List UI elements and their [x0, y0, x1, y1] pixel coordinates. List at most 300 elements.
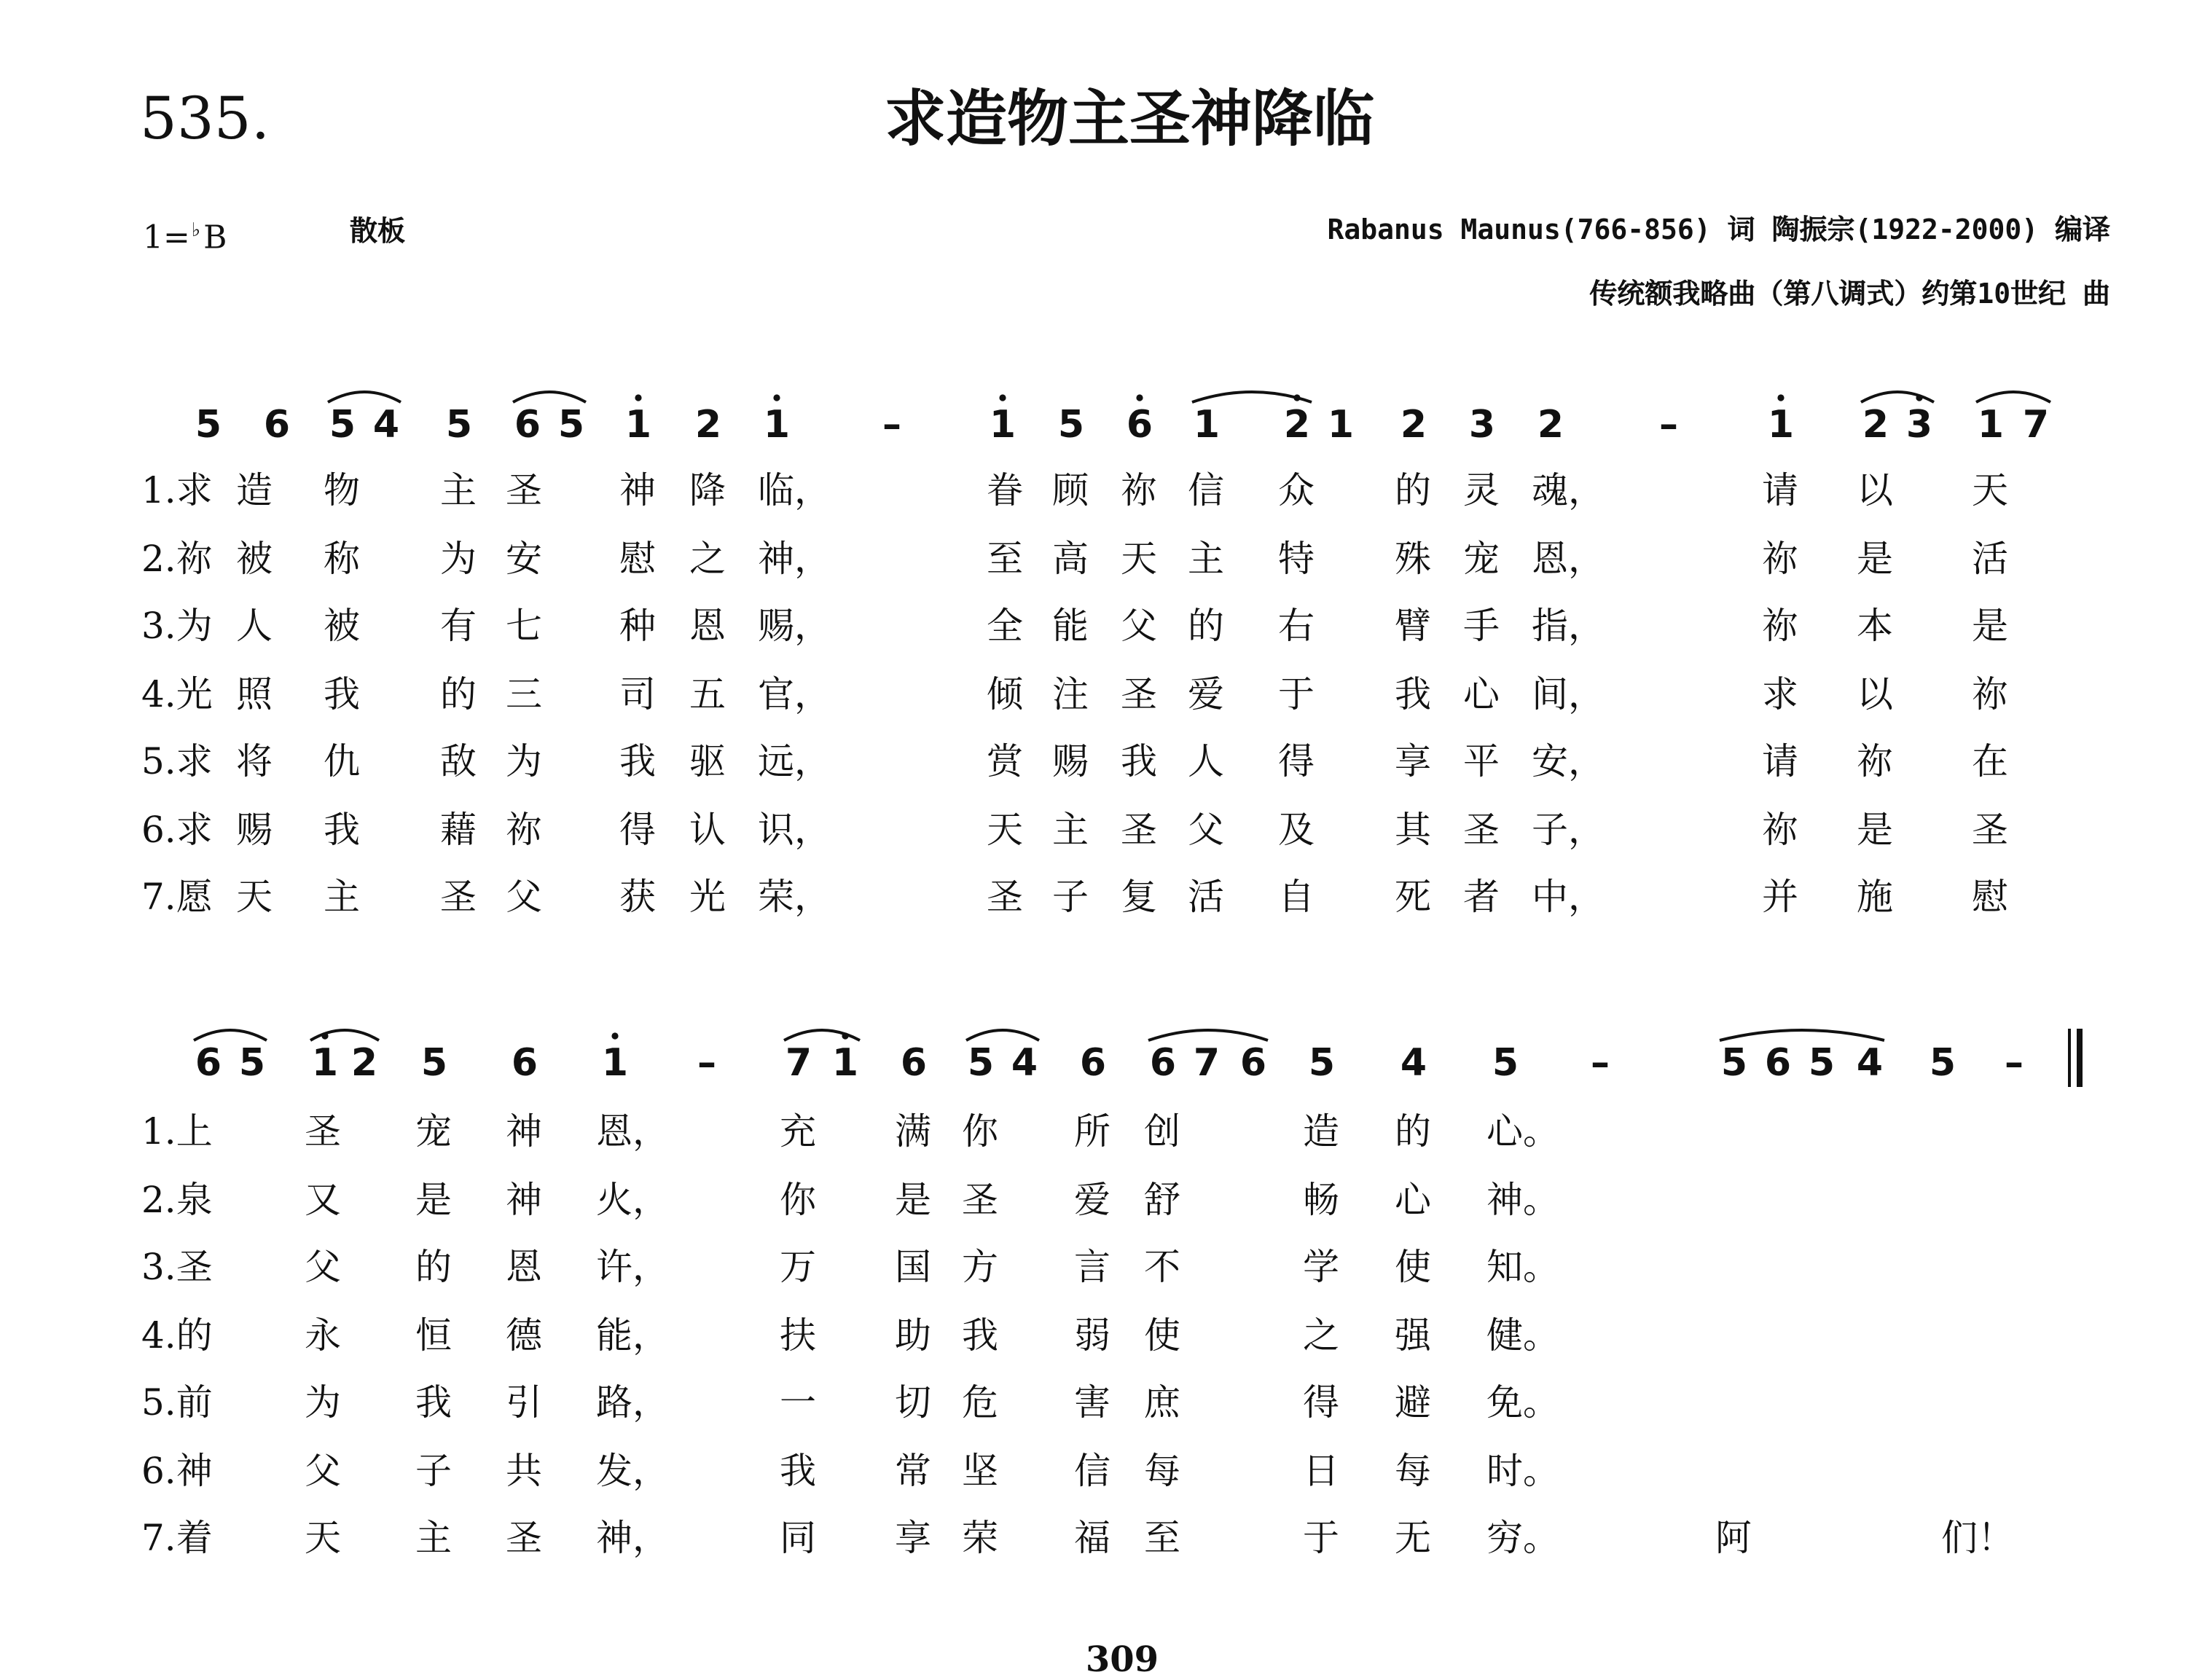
slur — [513, 392, 586, 402]
system1-lyric-syllable: 间， — [1532, 672, 1605, 715]
system2-lyric-syllable: 信 — [1074, 1449, 1111, 1491]
system1-lyric-syllable: 圣 — [506, 469, 543, 511]
hymn-number: 535. — [140, 86, 270, 153]
final-barline — [2068, 1029, 2071, 1087]
system2-lyric-syllable: 4.的 — [141, 1314, 213, 1356]
system1-lyric-syllable: 于 — [1278, 672, 1315, 715]
system1-note: 2 — [1400, 403, 1427, 447]
system2-lyric-syllable: 许， — [596, 1246, 670, 1288]
system1-note: 1 — [1977, 403, 2005, 447]
system2-lyric-syllable: 我 — [962, 1314, 999, 1356]
system1-note: 2 — [1283, 403, 1311, 447]
system1-lyric-syllable: 认 — [689, 808, 726, 850]
system2-lyric-syllable: 万 — [780, 1246, 817, 1288]
system1-lyric-syllable: 死 — [1395, 876, 1432, 918]
system2-note: 5 — [1492, 1041, 1519, 1085]
system1-lyric-syllable: 官， — [758, 672, 831, 715]
system2-lyric-syllable: 知。 — [1486, 1246, 1560, 1288]
system1-lyric-syllable: 临， — [758, 469, 831, 511]
system2-lyric-syllable: 恒 — [415, 1314, 453, 1356]
system1-lyric-syllable: 平 — [1463, 740, 1500, 782]
system2-note: 2 — [350, 1041, 378, 1085]
system1-lyric-syllable: 人 — [1188, 740, 1225, 782]
system1-lyric-syllable: 5.求 — [141, 740, 213, 782]
page-number: 309 — [1085, 1638, 1159, 1680]
system2-lyric-syllable: 避 — [1395, 1381, 1432, 1424]
system1-lyric-syllable: 慰 — [1972, 876, 2009, 918]
system1-lyric-syllable: 父 — [1188, 808, 1225, 850]
system1-lyric-syllable: 照 — [236, 672, 273, 715]
system1-lyric-syllable: 仇 — [324, 740, 361, 782]
system2-note: 4 — [1400, 1041, 1427, 1085]
high-octave-dot — [1136, 394, 1143, 401]
system1-lyric-syllable: 恩， — [1532, 537, 1605, 579]
system2-note: 7 — [1193, 1041, 1221, 1085]
system1-lyric-syllable: 是 — [1857, 808, 1894, 850]
system1-lyric-syllable: 我 — [324, 672, 361, 715]
system2-lyric-syllable: 切 — [895, 1381, 932, 1424]
system2-lyric-syllable: 危 — [962, 1381, 999, 1424]
system1-lyric-syllable: 注 — [1052, 672, 1089, 715]
system2-note: 4 — [1856, 1041, 1884, 1085]
system1-lyric-syllable: 圣 — [1121, 672, 1158, 715]
system2-lyric-syllable: 恩， — [596, 1110, 670, 1153]
system2-lyric-syllable: 日 — [1303, 1449, 1340, 1491]
flat-icon: ♭ — [191, 220, 201, 242]
system1-lyric-syllable: 称 — [324, 537, 361, 579]
system2-lyric-syllable: 心 — [1395, 1178, 1432, 1220]
system1-note: 1 — [1327, 403, 1355, 447]
system1-lyric-syllable: 天 — [1121, 537, 1158, 579]
system1-lyric-syllable: 是 — [1857, 537, 1894, 579]
system2-note: 1 — [311, 1041, 339, 1085]
system1-lyric-syllable: 眷 — [987, 469, 1024, 511]
system1-note: 2 — [694, 403, 722, 447]
system2-lyric-syllable: 宠 — [415, 1110, 453, 1153]
system1-lyric-syllable: 赐 — [236, 808, 273, 850]
system2-note: 5 — [1308, 1041, 1336, 1085]
system2-lyric-syllable: 圣 — [305, 1110, 342, 1153]
system1-lyric-syllable: 我 — [1121, 740, 1158, 782]
system1-lyric-syllable: 的 — [440, 672, 477, 715]
system1-lyric-syllable: 及 — [1278, 808, 1315, 850]
system2-lyric-syllable: 子 — [415, 1449, 453, 1491]
system1-note: 3 — [1468, 403, 1496, 447]
system1-lyric-syllable: 请 — [1762, 740, 1799, 782]
tempo-marking: 散板 — [350, 216, 406, 248]
system2-note: 1 — [831, 1041, 859, 1085]
system1-lyric-syllable: 6.求 — [141, 808, 213, 850]
system1-lyric-syllable: 得 — [619, 808, 657, 850]
system1-lyric-syllable: 父 — [506, 876, 543, 918]
system1-lyric-syllable: 指， — [1532, 605, 1605, 647]
system2-lyric-syllable: 国 — [895, 1246, 932, 1288]
system2-note: 5 — [1808, 1041, 1836, 1085]
high-octave-dot — [635, 394, 641, 401]
system1-lyric-syllable: 圣 — [987, 876, 1024, 918]
system1-lyric-syllable: 我 — [324, 808, 361, 850]
system2-lyric-syllable: 5.前 — [141, 1381, 213, 1424]
system1-lyric-syllable: 高 — [1052, 537, 1089, 579]
slur — [784, 1030, 860, 1040]
system1-dash: – — [882, 403, 901, 447]
system1-lyric-syllable: 子 — [1052, 876, 1089, 918]
key-note: B — [203, 220, 227, 257]
high-octave-dot — [1777, 394, 1784, 401]
system2-lyric-syllable: 免。 — [1486, 1381, 1560, 1424]
system1-lyric-syllable: 得 — [1278, 740, 1315, 782]
system2-lyric-syllable: 于 — [1303, 1517, 1340, 1559]
system1-lyric-syllable: 父 — [1121, 605, 1158, 647]
system2-lyric-syllable: 引 — [506, 1381, 543, 1424]
system1-note: 6 — [263, 403, 291, 447]
system1-lyric-syllable: 心 — [1463, 672, 1500, 715]
system1-note: 3 — [1905, 403, 1933, 447]
system1-lyric-syllable: 活 — [1188, 876, 1225, 918]
system1-lyric-syllable: 子， — [1532, 808, 1605, 850]
slur — [966, 1030, 1039, 1040]
system2-lyric-syllable: 永 — [305, 1314, 342, 1356]
slur — [1192, 392, 1312, 402]
system1-lyric-syllable: 为 — [506, 740, 543, 782]
system2-lyric-syllable: 路， — [596, 1381, 670, 1424]
system2-note: 5 — [420, 1041, 448, 1085]
system2-lyric-syllable: 2.泉 — [141, 1178, 213, 1220]
slur — [328, 392, 401, 402]
system1-lyric-syllable: 主 — [440, 469, 477, 511]
system2-lyric-syllable: 天 — [305, 1517, 342, 1559]
system1-lyric-syllable: 被 — [236, 537, 273, 579]
system1-lyric-syllable: 圣 — [1463, 808, 1500, 850]
system1-lyric-syllable: 复 — [1121, 876, 1158, 918]
system2-lyric-syllable: 你 — [780, 1178, 817, 1220]
system2-note: 5 — [238, 1041, 266, 1085]
system1-lyric-syllable: 殊 — [1395, 537, 1432, 579]
system2-lyric-syllable: 的 — [1395, 1110, 1432, 1153]
system1-lyric-syllable: 圣 — [1121, 808, 1158, 850]
system2-note: 6 — [195, 1041, 222, 1085]
system2-lyric-syllable: 穷。 — [1486, 1517, 1560, 1559]
system2-lyric-syllable: 方 — [962, 1246, 999, 1288]
system1-lyric-syllable: 荣， — [758, 876, 831, 918]
system1-lyric-syllable: 藉 — [440, 808, 477, 850]
system1-lyric-syllable: 赏 — [987, 740, 1024, 782]
system1-lyric-syllable: 物 — [324, 469, 361, 511]
system1-lyric-syllable: 手 — [1463, 605, 1500, 647]
system2-lyric-syllable: 每 — [1144, 1449, 1181, 1491]
system2-lyric-syllable: 所 — [1074, 1110, 1111, 1153]
system2-lyric-syllable: 得 — [1303, 1381, 1340, 1424]
system2-lyric-syllable: 弱 — [1074, 1314, 1111, 1356]
system1-lyric-syllable: 顾 — [1052, 469, 1089, 511]
system1-lyric-syllable: 七 — [506, 605, 543, 647]
final-barline-thick — [2077, 1029, 2083, 1087]
system2-lyric-syllable: 6.神 — [141, 1449, 213, 1491]
system1-lyric-syllable: 有 — [440, 605, 477, 647]
system2-lyric-syllable: 庶 — [1144, 1381, 1181, 1424]
system2-lyric-syllable: 7.着 — [141, 1517, 213, 1559]
system2-lyric-syllable: 言 — [1074, 1246, 1111, 1288]
system1-note: 4 — [372, 403, 400, 447]
system1-lyric-syllable: 3.为 — [141, 605, 213, 647]
system1-note: 1 — [989, 403, 1016, 447]
system2-note: 4 — [1011, 1041, 1038, 1085]
system1-lyric-syllable: 以 — [1857, 672, 1894, 715]
system1-lyric-syllable: 宠 — [1463, 537, 1500, 579]
system1-lyric-syllable: 祢 — [1972, 672, 2009, 715]
system1-lyric-syllable: 识， — [758, 808, 831, 850]
system1-lyric-syllable: 的 — [1395, 469, 1432, 511]
system1-dash: – — [1659, 403, 1678, 447]
system2-lyric-syllable: 3.圣 — [141, 1246, 213, 1288]
slur — [1861, 392, 1934, 402]
hymn-title: 求造物主圣神降临 — [884, 83, 1374, 154]
system1-note: 2 — [1537, 403, 1564, 447]
system2-lyric-syllable: 心。 — [1486, 1110, 1560, 1153]
slur — [194, 1030, 267, 1040]
system2-lyric-syllable: 爱 — [1074, 1178, 1111, 1220]
system2-note: 6 — [1764, 1041, 1792, 1085]
system2-lyric-syllable: 神 — [506, 1110, 543, 1153]
system2-lyric-syllable: 害 — [1074, 1381, 1111, 1424]
system1-lyric-syllable: 神， — [758, 537, 831, 579]
system2-lyric-syllable: 扶 — [780, 1314, 817, 1356]
system2-lyric-syllable: 舒 — [1144, 1178, 1181, 1220]
system1-lyric-syllable: 在 — [1972, 740, 2009, 782]
system2-lyric-syllable: 强 — [1395, 1314, 1432, 1356]
system1-lyric-syllable: 神 — [619, 469, 657, 511]
system2-lyric-syllable: 父 — [305, 1449, 342, 1491]
system1-note: 2 — [1862, 403, 1889, 447]
system1-note: 5 — [1057, 403, 1085, 447]
system1-lyric-syllable: 安 — [506, 537, 543, 579]
system2-lyric-syllable: 圣 — [962, 1178, 999, 1220]
system2-note: 5 — [1929, 1041, 1956, 1085]
system1-lyric-syllable: 安， — [1532, 740, 1605, 782]
system1-lyric-syllable: 天 — [1972, 469, 2009, 511]
high-octave-dot — [773, 394, 780, 401]
system1-lyric-syllable: 被 — [324, 605, 361, 647]
system1-note: 1 — [1767, 403, 1795, 447]
system2-lyric-syllable: 共 — [506, 1449, 543, 1491]
system1-note: 5 — [445, 403, 473, 447]
system2-lyric-syllable: 一 — [780, 1381, 817, 1424]
system2-lyric-syllable: 圣 — [506, 1517, 543, 1559]
system1-lyric-syllable: 光 — [689, 876, 726, 918]
system1-lyric-syllable: 种 — [619, 605, 657, 647]
system2-lyric-syllable: 充 — [780, 1110, 817, 1153]
system1-note: 7 — [2022, 403, 2050, 447]
system1-lyric-syllable: 圣 — [440, 876, 477, 918]
slur — [1976, 392, 2050, 402]
system2-lyric-syllable: 同 — [780, 1517, 817, 1559]
system2-lyric-syllable: 满 — [895, 1110, 932, 1153]
system1-lyric-syllable: 祢 — [1762, 537, 1799, 579]
system2-dash: – — [1591, 1041, 1610, 1085]
system2-lyric-syllable: 福 — [1074, 1517, 1111, 1559]
system2-note: 1 — [601, 1041, 629, 1085]
system1-note: 1 — [763, 403, 791, 447]
slur — [1720, 1030, 1884, 1040]
high-octave-dot — [611, 1032, 618, 1039]
system1-lyric-syllable: 本 — [1857, 605, 1894, 647]
system1-lyric-syllable: 并 — [1762, 876, 1799, 918]
system2-note: 6 — [1239, 1041, 1267, 1085]
system2-note: 5 — [1720, 1041, 1748, 1085]
system1-lyric-syllable: 天 — [987, 808, 1024, 850]
system1-lyric-syllable: 祢 — [1762, 605, 1799, 647]
system1-lyric-syllable: 祢 — [1121, 469, 1158, 511]
system2-dash: – — [2005, 1041, 2024, 1085]
system2-lyric-syllable: 又 — [305, 1178, 342, 1220]
key-prefix: 1= — [143, 220, 190, 257]
system2-lyric-syllable: 神。 — [1486, 1178, 1560, 1220]
system1-note: 1 — [1193, 403, 1221, 447]
system1-lyric-syllable: 请 — [1762, 469, 1799, 511]
system2-lyric-syllable: 畅 — [1303, 1178, 1340, 1220]
system2-lyric-syllable: 为 — [305, 1381, 342, 1424]
system2-lyric-syllable: 常 — [895, 1449, 932, 1491]
system2-lyric-syllable: 主 — [415, 1517, 453, 1559]
system2-note: 6 — [1149, 1041, 1177, 1085]
system1-lyric-syllable: 远， — [758, 740, 831, 782]
system1-lyric-syllable: 求 — [1762, 672, 1799, 715]
system2-lyric-syllable: 我 — [780, 1449, 817, 1491]
system1-lyric-syllable: 赐 — [1052, 740, 1089, 782]
credit-tune: 传统额我略曲（第八调式）约第10世纪 曲 — [1589, 278, 2110, 310]
system1-lyric-syllable: 为 — [440, 537, 477, 579]
slur — [310, 1030, 379, 1040]
system2-lyric-syllable: 学 — [1303, 1246, 1340, 1288]
system2-lyric-syllable: 发， — [596, 1449, 670, 1491]
system2-note: 5 — [967, 1041, 995, 1085]
system1-lyric-syllable: 爱 — [1188, 672, 1225, 715]
system2-note: 6 — [511, 1041, 538, 1085]
system1-lyric-syllable: 圣 — [1972, 808, 2009, 850]
system1-lyric-syllable: 1.求 — [141, 469, 213, 511]
system1-lyric-syllable: 倾 — [987, 672, 1024, 715]
system1-lyric-syllable: 祢 — [1857, 740, 1894, 782]
system2-lyric-syllable: 健。 — [1486, 1314, 1560, 1356]
system1-lyric-syllable: 中， — [1532, 876, 1605, 918]
system1-lyric-syllable: 驱 — [689, 740, 726, 782]
system1-lyric-syllable: 慰 — [619, 537, 657, 579]
system1-lyric-syllable: 享 — [1395, 740, 1432, 782]
system1-lyric-syllable: 赐， — [758, 605, 831, 647]
system2-lyric-syllable: 造 — [1303, 1110, 1340, 1153]
system2-lyric-syllable: 使 — [1144, 1314, 1181, 1356]
system2-lyric-syllable: 荣 — [962, 1517, 999, 1559]
system1-lyric-syllable: 全 — [987, 605, 1024, 647]
system1-lyric-syllable: 7.愿 — [141, 876, 213, 918]
system2-lyric-syllable: 阿 — [1715, 1517, 1752, 1559]
credit-words: Rabanus Maunus(766-856) 词 陶振宗(1922-2000) 编译 — [1327, 214, 2110, 246]
system2-lyric-syllable: 神， — [596, 1517, 670, 1559]
system1-lyric-syllable: 活 — [1972, 537, 2009, 579]
system1-lyric-syllable: 臂 — [1395, 605, 1432, 647]
system2-lyric-syllable: 之 — [1303, 1314, 1340, 1356]
system1-lyric-syllable: 三 — [506, 672, 543, 715]
system1-lyric-syllable: 祢 — [506, 808, 543, 850]
system1-lyric-syllable: 2.祢 — [141, 537, 213, 579]
system2-lyric-syllable: 时。 — [1486, 1449, 1560, 1491]
system2-lyric-syllable: 是 — [415, 1178, 453, 1220]
system2-lyric-syllable: 你 — [962, 1110, 999, 1153]
system2-note: 6 — [1079, 1041, 1107, 1085]
system1-lyric-syllable: 恩 — [689, 605, 726, 647]
system1-note: 6 — [1126, 403, 1153, 447]
system1-lyric-syllable: 4.光 — [141, 672, 213, 715]
system2-note: 7 — [785, 1041, 812, 1085]
system1-lyric-syllable: 是 — [1972, 605, 2009, 647]
system2-lyric-syllable: 德 — [506, 1314, 543, 1356]
system1-lyric-syllable: 获 — [619, 876, 657, 918]
system2-dash: – — [697, 1041, 716, 1085]
system2-lyric-syllable: 的 — [415, 1246, 453, 1288]
system1-lyric-syllable: 信 — [1188, 469, 1225, 511]
system1-lyric-syllable: 魂， — [1532, 469, 1605, 511]
system1-lyric-syllable: 至 — [987, 537, 1024, 579]
system1-lyric-syllable: 之 — [689, 537, 726, 579]
system1-lyric-syllable: 的 — [1188, 605, 1225, 647]
slur — [1148, 1030, 1268, 1040]
system1-lyric-syllable: 能 — [1052, 605, 1089, 647]
system1-lyric-syllable: 以 — [1857, 469, 1894, 511]
system2-lyric-syllable: 1.上 — [141, 1110, 213, 1153]
system2-lyric-syllable: 神 — [506, 1178, 543, 1220]
high-octave-dot — [999, 394, 1006, 401]
system2-lyric-syllable: 恩 — [506, 1246, 543, 1288]
system2-lyric-syllable: 不 — [1144, 1246, 1181, 1288]
system1-lyric-syllable: 者 — [1463, 876, 1500, 918]
system1-lyric-syllable: 敌 — [440, 740, 477, 782]
system1-lyric-syllable: 我 — [619, 740, 657, 782]
system2-lyric-syllable: 至 — [1144, 1517, 1181, 1559]
system2-lyric-syllable: 每 — [1395, 1449, 1432, 1491]
system1-lyric-syllable: 主 — [1052, 808, 1089, 850]
system1-lyric-syllable: 祢 — [1762, 808, 1799, 850]
system1-note: 5 — [329, 403, 356, 447]
system2-lyric-syllable: 坚 — [962, 1449, 999, 1491]
system2-lyric-syllable: 父 — [305, 1246, 342, 1288]
system1-lyric-syllable: 司 — [619, 672, 657, 715]
system1-lyric-syllable: 五 — [689, 672, 726, 715]
system1-lyric-syllable: 主 — [1188, 537, 1225, 579]
system1-lyric-syllable: 人 — [236, 605, 273, 647]
system2-lyric-syllable: 创 — [1144, 1110, 1181, 1153]
system1-lyric-syllable: 将 — [236, 740, 273, 782]
system1-lyric-syllable: 施 — [1857, 876, 1894, 918]
system2-note: 6 — [900, 1041, 928, 1085]
system1-note: 5 — [557, 403, 585, 447]
system1-note: 6 — [514, 403, 541, 447]
system1-lyric-syllable: 我 — [1395, 672, 1432, 715]
system1-lyric-syllable: 其 — [1395, 808, 1432, 850]
system2-lyric-syllable: 享 — [895, 1517, 932, 1559]
system2-lyric-syllable: 是 — [895, 1178, 932, 1220]
system1-lyric-syllable: 众 — [1278, 469, 1315, 511]
system1-lyric-syllable: 天 — [236, 876, 273, 918]
system2-lyric-syllable: 能， — [596, 1314, 670, 1356]
system2-lyric-syllable: 我 — [415, 1381, 453, 1424]
system1-note: 1 — [624, 403, 652, 447]
system2-lyric-syllable: 使 — [1395, 1246, 1432, 1288]
system2-lyric-syllable: 助 — [895, 1314, 932, 1356]
system1-lyric-syllable: 灵 — [1463, 469, 1500, 511]
system1-lyric-syllable: 自 — [1278, 876, 1315, 918]
system2-lyric-syllable: 们！ — [1941, 1517, 2015, 1559]
system1-lyric-syllable: 造 — [236, 469, 273, 511]
